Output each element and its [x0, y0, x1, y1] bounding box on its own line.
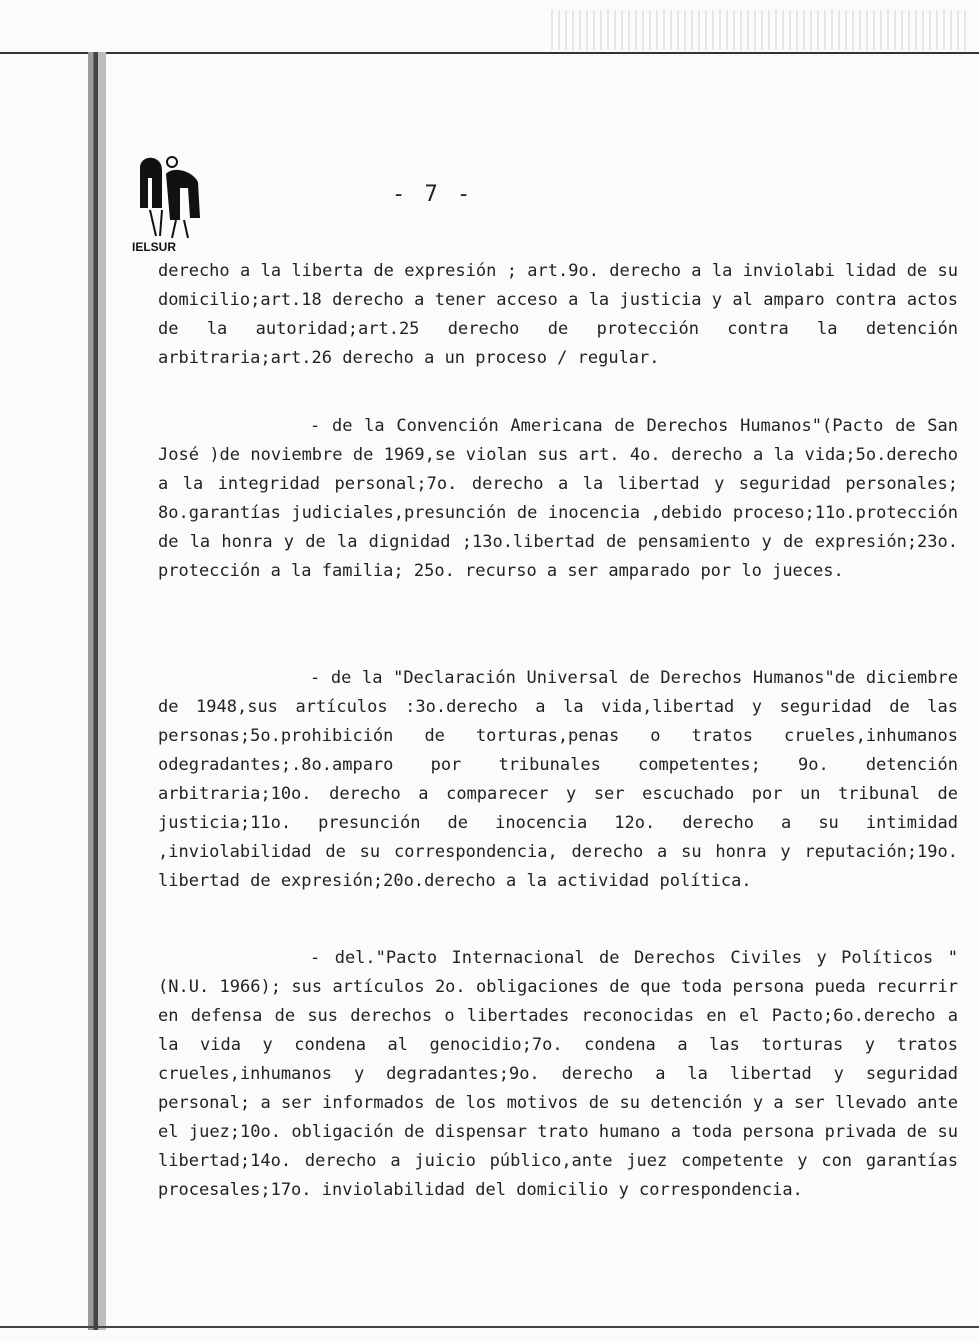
- paragraph-2: - de la Convención Americana de Derechos Humanos"(Pacto de San José )de noviembre de 1969,se violan sus art. 4o. derecho a la vida;5o.derecho a la integridad personal;7o. derecho a la libertad y seguridad personales; 8o.garantías judiciales,presunción de inocencia ,debido proceso;11o.protección de la honra y de la dignidad ;13o.libertad de pensamiento y de expresión;23o. protección a la familia; 25o. recurso a ser amparado por lo jueces.: [158, 416, 958, 581]
- ielsur-logo: [132, 148, 202, 258]
- top-border-line: [0, 52, 979, 54]
- page-number: - 7 -: [392, 182, 474, 207]
- paragraph-1: derecho a la liberta de expresión ; art.9o. derecho a la inviolabi lidad de su domicilio;art.18 derecho a tener acceso a la justicia y al amparo contra actos de la autoridad;art.25 derecho de protección contra la detención arbitraria;art.26 derecho a un proceso / regular.: [158, 261, 958, 368]
- paragraph-3: - de la "Declaración Universal de Derechos Humanos"de diciembre de 1948,sus artículos :3o.derecho a la vida,libertad y seguridad de las personas;5o.prohibición de torturas,penas o tratos crueles,inhumanos odegradantes;.8o.amparo por tribunales competentes; 9o. detención arbitraria;10o. derecho a comparecer y ser escuchado por un tribunal de justicia;11o. presunción de inocencia 12o. derecho a su intimidad ,inviolabilidad de su correspondencia, derecho a su honra y reputación;19o. libertad de expresión;20o.derecho a la actividad política.: [158, 668, 958, 891]
- logo-text: IELSUR: [132, 240, 177, 254]
- paragraph-4: - del."Pacto Internacional de Derechos Civiles y Políticos "(N.U. 1966); sus artículos 2o. obligaciones de que toda persona pueda recurrir en defensa de sus derechos o libertades reconocidas en el Pacto;6o.derecho a la vida y condena al genocidio;7o. condena a las torturas y tratos crueles,inhumanos y degradantes;9o. derecho a la libertad y seguridad personal; a ser informados de los motivos de su detención y a ser llevado ante el juez;10o. obligación de dispensar trato humano a toda persona privada de su libertad;14o. derecho a juicio público,ante juez competente y con garantías procesales;17o. inviolabilidad del domicilio y correspondencia.: [158, 948, 958, 1200]
- family-figures-icon: [132, 148, 202, 240]
- bottom-border-line: [0, 1326, 979, 1328]
- left-margin-binding: [88, 52, 106, 1330]
- scan-noise: [551, 10, 971, 50]
